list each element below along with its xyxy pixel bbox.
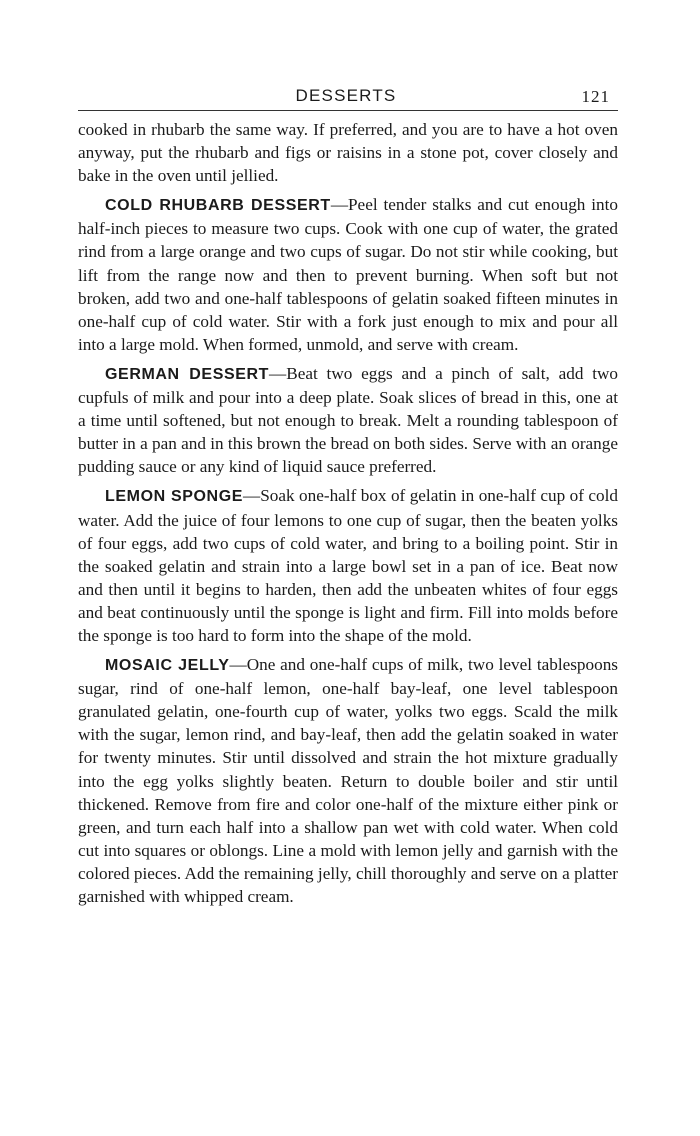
- section-title: DESSERTS: [295, 86, 397, 105]
- recipe-title: GERMAN DESSERT: [105, 365, 270, 383]
- recipe-text: —One and one-half cups of milk, two level tablespoons sugar, rind of one-half lemon, one-half bay-leaf, one level tablespoon granulated gelatin, one-fourth cup of water, yolks two eggs. Scald the milk with the sugar, lemon rind, and bay-leaf, then add the gelatin soaked in water for twenty minutes. Stir until dissolved and strain the hot mixture gradually into the egg yolks slightly beaten. Return to double boiler and stir until thickened. Remove from fire and color one-half of the mixture either pink or green, and turn each half into a shallow pan wet with cold water. When cold cut into squares or oblongs. Line a mold with lemon jelly and garnish with the colored pieces. Add the remaining jelly, chill thoroughly and serve on a platter garnished with whipped cream.: [78, 655, 618, 906]
- recipe-title: MOSAIC JELLY: [105, 657, 230, 675]
- recipe-text: —Soak one-half box of gelatin in one-half cup of cold water. Add the juice of four lemons to one cup of sugar, then the beaten yolks of four eggs, add two cups of cold water, and bring to a boiling point. Stir in the soaked gelatin and strain into a large bowl set in a pan of ice. Beat now and then until it begins to harden, then add the unbeaten whites of four eggs and beat continuously until the sponge is light and firm. Fill into molds before the sponge is too hard to form into the shape of the mold.: [78, 486, 618, 645]
- recipe-cold-rhubarb-dessert: [78, 193, 618, 356]
- recipe-lemon-sponge: [78, 484, 618, 647]
- recipe-text: —Peel tender stalks and cut enough into half-inch pieces to measure two cups. Cook with one cup of water, the grated rind from a large orange and two cups of sugar. Do not stir while cooking, but lift from the range now and then to prevent burning. When soft but not broken, add two and one-half tablespoons of gelatin soaked fifteen minutes in one-half cup of cold water. Stir with a fork just enough to mix and pour all into a large mold. When formed, unmold, and serve with cream.: [78, 195, 619, 354]
- recipe-german-dessert: [78, 362, 618, 478]
- recipe-mosaic-jelly: [78, 653, 618, 908]
- running-header: [78, 86, 614, 112]
- page-number: 121: [581, 87, 610, 106]
- recipe-title: LEMON SPONGE: [105, 488, 244, 506]
- header-rule: [78, 110, 618, 111]
- paragraph-continued: [78, 118, 618, 187]
- page-body: [78, 118, 618, 914]
- recipe-title: COLD RHUBARB DESSERT: [105, 197, 331, 215]
- recipe-text: —Beat two eggs and a pinch of salt, add two cupfuls of milk and pour into a deep plate. Soak slices of bread in this, one at a time until softened, but not enough to break. Melt a rounding tablespoon of butter in a pan and in this brown the bread on both sides. Serve with an orange pudding sauce or any kind of liquid sauce preferred.: [78, 363, 618, 477]
- paragraph-text: cooked in rhubarb the same way. If preferred, and you are to have a hot oven anyway, put the rhubarb and figs or raisins in a stone pot, cover closely and bake in the oven until jellied.: [78, 120, 618, 186]
